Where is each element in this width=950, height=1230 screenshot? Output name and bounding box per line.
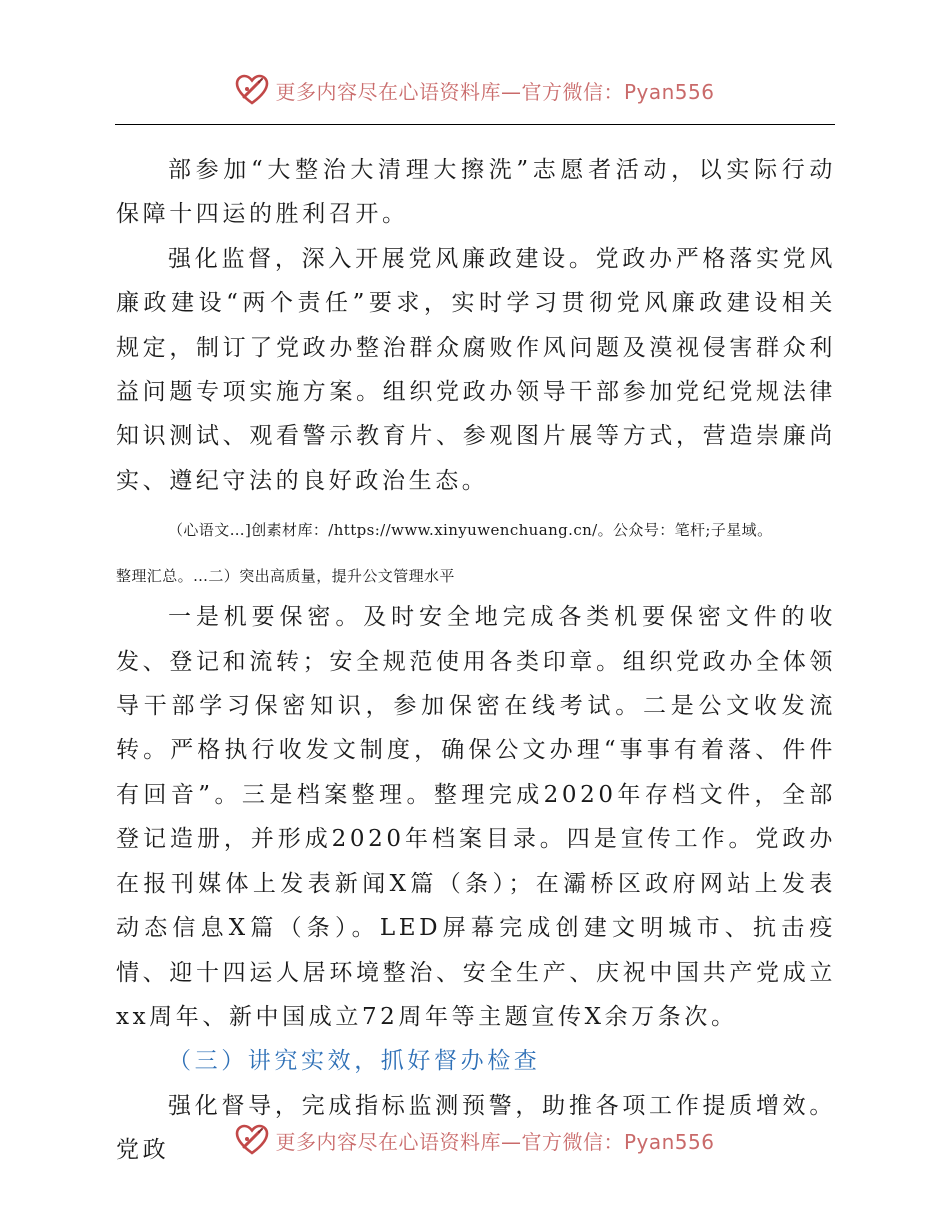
paragraph-volunteer: 部参加“大整治大清理大擦洗”志愿者活动，以实际行动保障十四运的胜利召开。 [116,157,836,228]
header-banner-text: 更多内容尽在心语资料库—官方微信：Pyan556 [275,79,715,104]
header-divider [115,124,835,125]
footer-banner-text: 更多内容尽在心语资料库—官方微信：Pyan556 [275,1129,715,1154]
footer-banner [0,1118,950,1162]
paragraph-document-management: 一是机要保密。及时安全地完成各类机要保密文件的收发、登记和流转；安全规范使用各类印章。组织党政办全体领导干部学习保密知识，参加保密在线考试。二是公文收发流转。严格执行收发文制度，确保公文办理“事事有着落、件件有回音”。三是档案整理。整理完成2020年存档文件，全部登记造册，并形成2020年档案目录。四是宣传工作。党政办在报刊媒体上发表新闻X篇（条）；在灞桥区政府网站上发表动态信息X篇（条）。LED屏幕完成创建文明城市、抗击疫情、迎十四运人居环境整治、安全生产、庆祝中国共产党成立xx周年、新中国成立72周年等主题宣传X余万条次。 [116,604,836,1030]
header-banner [0,68,950,112]
heart-pen-logo-icon [235,1123,269,1157]
source-note-heading: 整理汇总。…二）突出高质量，提升公文管理水平 [116,567,455,586]
document-body [116,148,836,1173]
paragraph-supervision-inspection: 强化督导，完成指标监测预警，助推各项工作提质增效。党政 [116,1092,836,1164]
section-heading-3: （三）讲究实效，抓好督办检查 [168,1048,541,1075]
heart-pen-logo-icon [235,73,269,107]
source-note-line: （心语文…]创素材库：/https://www.xinyuwenchuang.cn/。公众号：笔杆;子星域。 [168,521,773,540]
paragraph-supervision: 强化监督，深入开展党风廉政建设。党政办严格落实党风廉政建设“两个责任”要求，实时学习贯彻党风廉政建设相关规定，制订了党政办整治群众腐败作风问题及漠视侵害群众利益问题专项实施方案。组织党政办领导干部参加党纪党规法律知识测试、观看警示教育片、参观图片展等方式，营造崇廉尚实、遵纪守法的良好政治生态。 [116,245,836,494]
